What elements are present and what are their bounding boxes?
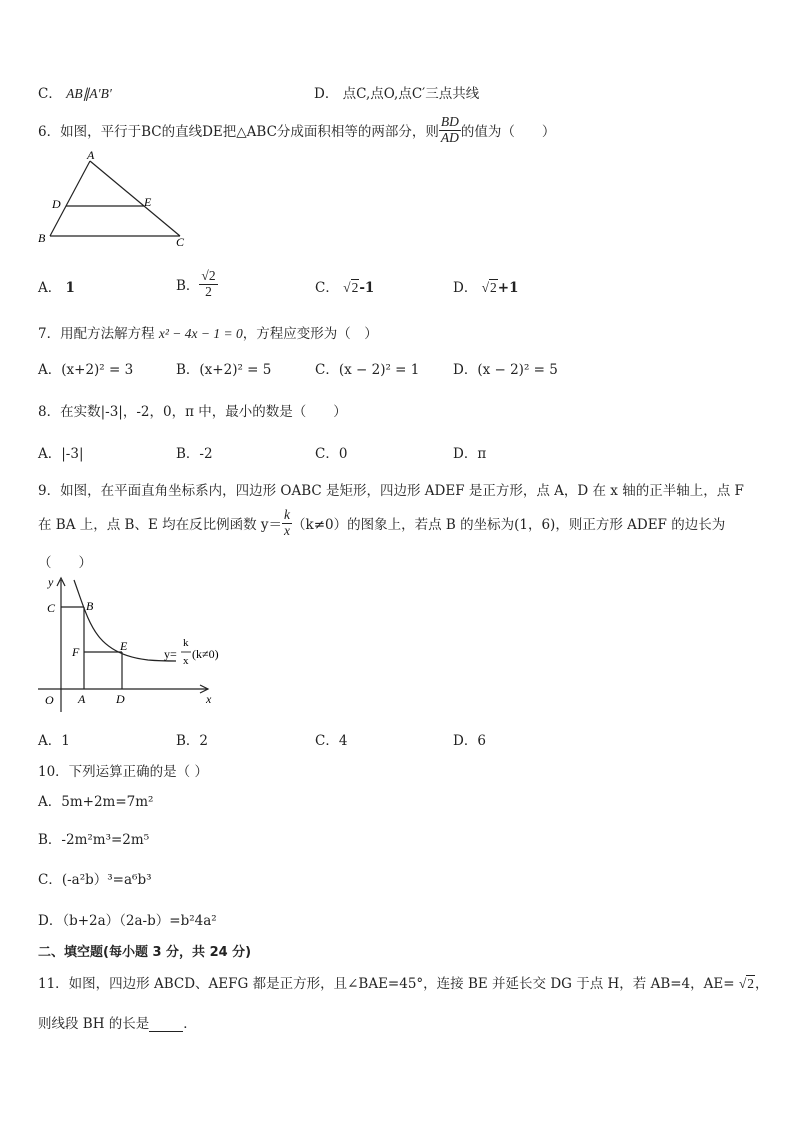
- label-f: F: [72, 645, 80, 659]
- stem-before: 在 BA 上，点 B、E 均在反比例函数 y＝: [38, 517, 283, 533]
- fraction-numerator: √2: [201, 267, 216, 283]
- stem-fraction: [282, 508, 292, 539]
- q9-option-b: B．2: [176, 733, 209, 749]
- fraction-numerator: BD: [440, 113, 459, 129]
- section-title: 二、填空题(每小题 3 分，共 24 分): [38, 945, 252, 960]
- option-label: A．: [38, 280, 62, 296]
- radicand: 2: [747, 976, 755, 991]
- label-c: C: [47, 601, 56, 615]
- stem-before: 7．用配方法解方程: [38, 326, 155, 342]
- stem-after: ．: [183, 1016, 197, 1032]
- q7-option-a: A．(x+2)² = 3: [38, 362, 134, 378]
- q8-option-b: B．-2: [176, 446, 213, 462]
- q11-stem-line2: [38, 1012, 197, 1032]
- q7-stem: [38, 322, 378, 342]
- label-e: E: [120, 639, 128, 653]
- q5-option-c: [38, 82, 112, 102]
- q8-option-d: D．π: [453, 446, 487, 462]
- q8-stem: 8．在实数|-3|，-2，0，π 中，最小的数是（ ）: [38, 404, 347, 420]
- stem-before: 6．如图，平行于BC的直线DE把△ABC分成面积相等的两部分，则: [38, 124, 439, 140]
- q9-option-a: A．1: [38, 733, 70, 749]
- sqrt-expression: √2: [738, 976, 755, 991]
- stem-after: 的值为（ ）: [460, 124, 556, 140]
- q6-option-a: [38, 276, 75, 296]
- sqrt-expression: √2: [481, 280, 497, 295]
- stem-before: 11．如图，四边形 ABCD、AEFG 都是正方形，且∠BAE=45°，连接 BE 并延长交 DG 于点 H，若 AB=4，AE=: [38, 976, 735, 992]
- q11-stem-line1: [38, 972, 769, 992]
- side-ac: [90, 161, 180, 236]
- answer-blank[interactable]: [149, 1019, 183, 1032]
- fn-numerator: k: [183, 637, 189, 649]
- q10-option-b: B．-2m²m³=2m⁵: [38, 832, 150, 848]
- equation: x² − 4x − 1 = 0: [158, 326, 243, 341]
- q6-stem: [38, 110, 555, 150]
- option-text: 点C,点O,点C′三点共线: [342, 86, 480, 102]
- label-o: O: [45, 693, 54, 707]
- q9-stem-line3: （ ）: [38, 555, 92, 571]
- fn-suffix: (k≠0): [192, 647, 219, 661]
- stem-after: ，方程应变形为（ ）: [242, 326, 378, 342]
- q5-option-d: [314, 82, 479, 102]
- q9-stem-line2: [38, 503, 725, 543]
- stem-before: 则线段 BH 的长是: [38, 1016, 150, 1032]
- option-tail: -1: [359, 280, 375, 296]
- fn-denominator: x: [183, 655, 189, 667]
- label-a: A: [87, 148, 95, 162]
- q9-coordinate-figure: [30, 572, 240, 717]
- q7-option-d: D．(x − 2)² = 5: [453, 362, 558, 378]
- q8-option-c: C．0: [315, 446, 348, 462]
- q9-option-d: D．6: [453, 733, 486, 749]
- option-label: C．: [315, 280, 339, 296]
- stem-after: ，: [755, 976, 769, 992]
- label-b: B: [38, 231, 46, 245]
- fn-prefix: y=: [164, 647, 177, 661]
- option-text: AB∥A′B′: [66, 86, 112, 101]
- q10-option-a: A．5m+2m=7m²: [38, 794, 154, 810]
- option-fraction: [199, 269, 217, 300]
- option-tail: +1: [497, 280, 519, 296]
- q10-option-c: C．(-a²b）³=a⁶b³: [38, 872, 152, 888]
- stem-fraction: [439, 115, 461, 146]
- label-e: E: [144, 195, 152, 209]
- q10-stem: 10．下列运算正确的是（ ）: [38, 764, 208, 780]
- fraction-denominator: AD: [440, 129, 459, 145]
- q7-option-c: C．(x − 2)² = 1: [315, 362, 420, 378]
- label-c: C: [176, 235, 185, 249]
- label-b: B: [86, 599, 94, 613]
- label-d: D: [116, 692, 125, 706]
- stem-after: （k≠0）的图象上，若点 B 的坐标为(1，6)，则正方形 ADEF 的边长为: [292, 517, 726, 533]
- option-label: D．: [314, 86, 339, 102]
- option-label: B．: [176, 278, 200, 294]
- q8-option-a: A．|-3|: [38, 446, 84, 462]
- fraction-denominator: 2: [205, 283, 212, 299]
- sqrt-expression: √2: [343, 280, 359, 295]
- radicand: 2: [351, 280, 359, 295]
- q6-option-b: [176, 262, 218, 306]
- option-label: C．: [38, 86, 62, 102]
- fraction-denominator: x: [284, 522, 291, 538]
- option-label: D．: [453, 280, 478, 296]
- q10-option-d: D．（b+2a）（2a-b）=b²4a²: [38, 913, 217, 929]
- q9-option-c: C．4: [315, 733, 348, 749]
- q6-option-d: [453, 276, 519, 296]
- option-value: 1: [65, 280, 75, 296]
- q7-option-b: B．(x+2)² = 5: [176, 362, 272, 378]
- label-d: D: [52, 197, 61, 211]
- fraction-numerator: k: [284, 506, 291, 522]
- q6-option-c: [315, 276, 374, 296]
- q9-stem-line1: 9．如图，在平面直角坐标系内，四边形 OABC 是矩形，四边形 ADEF 是正方形，点 A，D 在 x 轴的正半轴上，点 F: [38, 483, 744, 499]
- label-y: y: [48, 575, 54, 589]
- radicand: 2: [490, 280, 497, 295]
- label-a: A: [78, 692, 86, 706]
- label-x: x: [206, 692, 212, 706]
- q6-triangle-figure: [30, 146, 200, 250]
